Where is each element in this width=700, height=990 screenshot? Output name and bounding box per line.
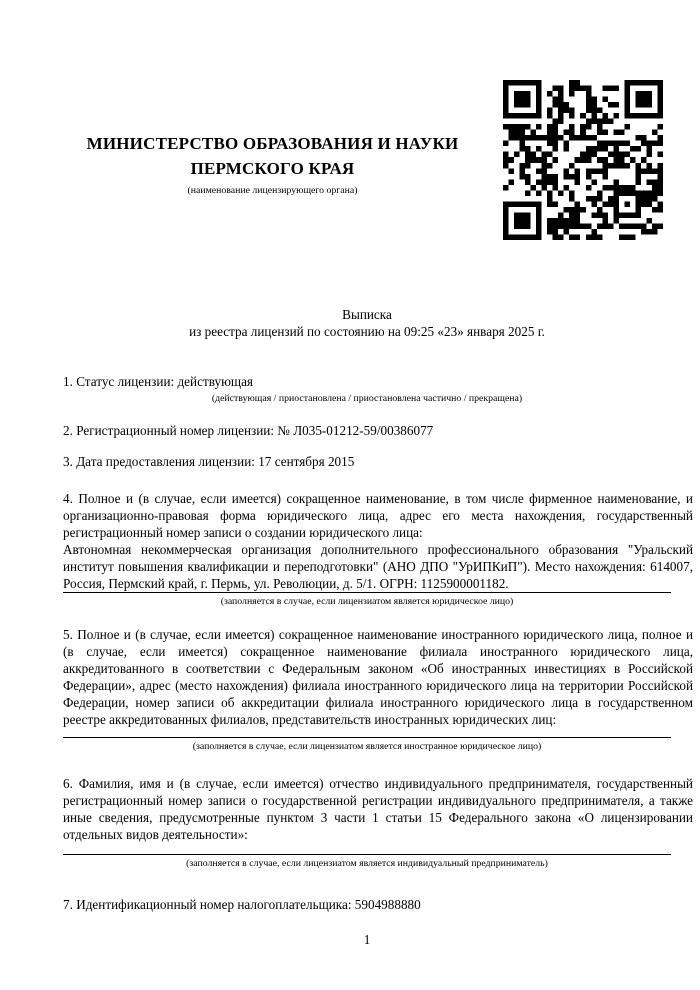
legal-entity-underline [63, 592, 671, 593]
document-title [63, 306, 671, 340]
field-legal-entity-label: 4. Полное и (в случае, если имеется) сокращенное наименование, в том числе фирменное наименование, и организационно-правовая форма юридического лица, адрес его места нахождения, государственный регистрационный номер записи о создании юридического лица: [63, 491, 693, 540]
field-taxpayer-number: 7. Идентификационный номер налогоплательщика: 5904988880 [63, 897, 421, 912]
field-foreign-entity-label: 5. Полное и (в случае, если имеется) сокращенное наименование иностранного юридического лица, полное и (в случае, если имеется) сокращенное наименование филиала иностранного юридического лица, аккредитованного в соответствии с Федеральным законом «Об иностранных инвестициях в Российской Федерации», адрес (место нахождения) филиала иностранного юридического лица на территории Российской Федерации, номер записи об аккредитации филиала иностранного юридического лица в государственном реестре аккредитованных филиалов, представительств иностранных юридических лиц: [63, 627, 693, 727]
field-license-status-caption: (действующая / приостановлена / приостановлена частично / прекращена) [211, 393, 523, 404]
page-number: 1 [363, 932, 371, 947]
title-line2: из реестра лицензий по состоянию на 09:25 «23» января 2025 г. [189, 324, 545, 339]
ministry-name-line1: МИНИСТЕРСТВО ОБРАЗОВАНИЯ И НАУКИ [86, 134, 459, 153]
field-legal-entity-caption: (заполняется в случае, если лицензиатом является юридическое лицо) [220, 596, 514, 607]
title-line1: Выписка [342, 307, 392, 322]
entrepreneur-underline [63, 854, 671, 855]
field-entrepreneur-label: 6. Фамилия, имя и (в случае, если имеется) отчество индивидуального предпринимателя, государственный регистрационный номер записи о государственной регистрации индивидуального предпринимателя, а также иные сведения, предусмотренные пунктом 3 части 1 статьи 15 Федерального закона «О лицензировании отдельных видов деятельности»: [63, 776, 693, 842]
field-license-status: 1. Статус лицензии: действующая [63, 374, 254, 389]
document-body [63, 0, 693, 948]
field-entrepreneur-caption: (заполняется в случае, если лицензиатом является индивидуальный предприниматель) [186, 858, 548, 869]
ministry-name-caption: (наименование лицензирующего органа) [187, 185, 358, 196]
foreign-entity-underline [63, 737, 671, 738]
field-legal-entity-value: Автономная некоммерческая организация дополнительного профессионального образования "Уральский институт повышения квалификации и переподготовки" (АНО ДПО "УрИПКиП"). Место нахождения: 614007, Россия, Пермский край, г. Пермь, ул. Революции, д. 5/1. ОГРН: 1125900001182. [63, 542, 693, 591]
ministry-name-line2: ПЕРМСКОГО КРАЯ [190, 159, 355, 178]
field-grant-date: 3. Дата предоставления лицензии: 17 сентября 2015 [63, 454, 355, 469]
field-foreign-entity-caption: (заполняется в случае, если лицензиатом является иностранное юридическое лицо) [192, 741, 542, 752]
field-registration-number: 2. Регистрационный номер лицензии: № Л035-01212-59/00386077 [63, 423, 434, 438]
